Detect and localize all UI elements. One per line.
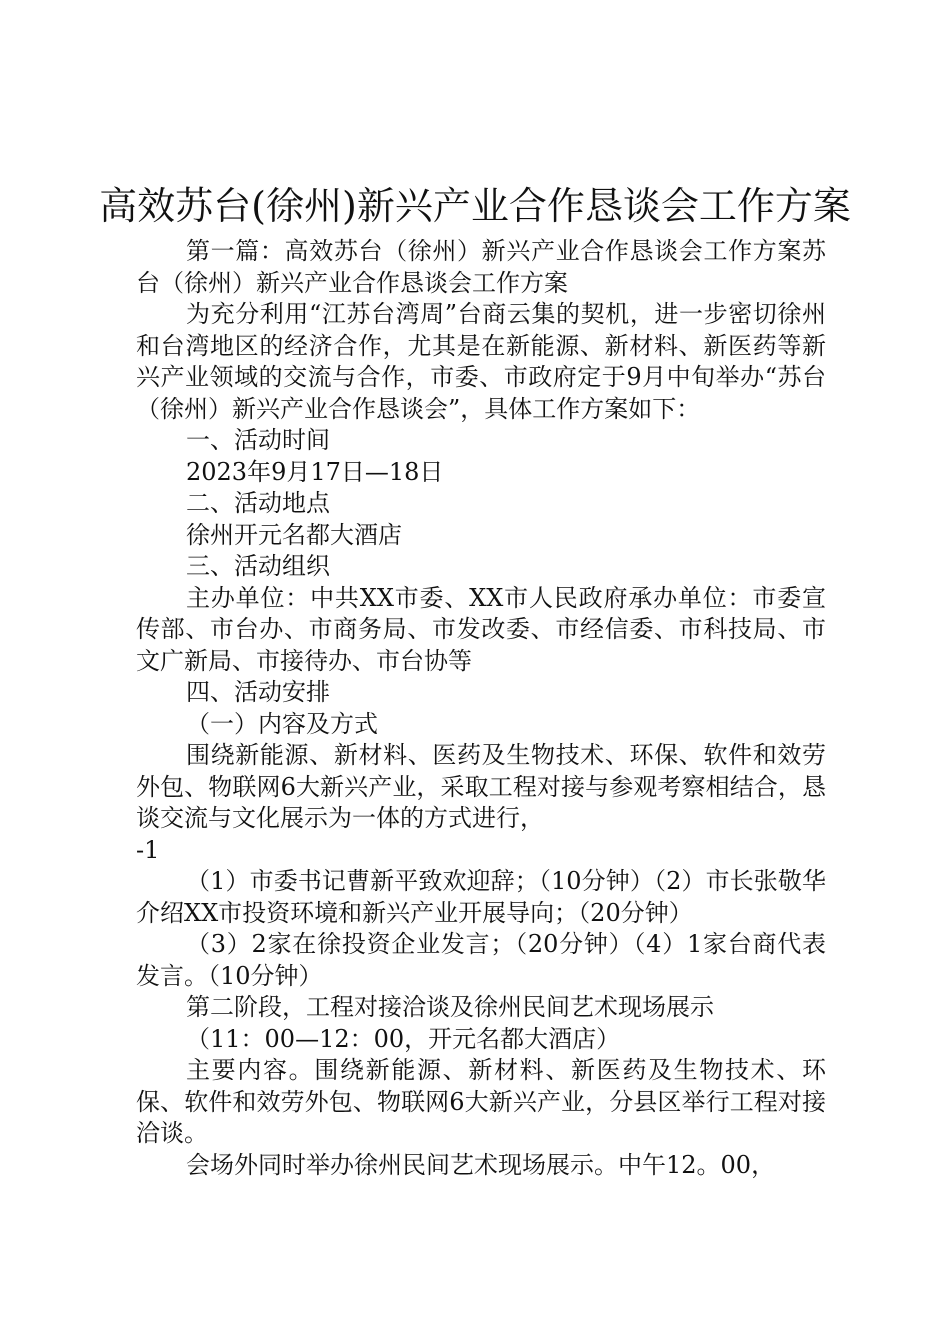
- paragraph-second-stage-time: （11：00—12：00，开元名都大酒店）: [186, 1024, 621, 1053]
- paragraph-main-content: 主要内容。围绕新能源、新材料、新医药及生物技术、环保、软件和效劳外包、物联网6大新兴产业，分县区举行工程对接洽谈。: [136, 1056, 826, 1147]
- heading-activity-arrangement: 四、活动安排: [186, 678, 330, 706]
- subheading-content-and-method: （一）内容及方式: [186, 709, 378, 738]
- document-title: 高效苏台(徐州)新兴产业合作恳谈会工作方案: [99, 184, 851, 228]
- paragraph-organizers: 主办单位：中共XX市委、XX市人民政府承办单位：市委宣传部、市台办、市商务局、市发改委、市经信委、市科技局、市文广新局、市接待办、市台协等: [136, 583, 826, 675]
- page-marker: -1: [136, 835, 160, 864]
- paragraph-folk-art-display: 会场外同时举办徐州民间艺术现场展示。中午12。00，: [186, 1150, 776, 1179]
- heading-second-stage: 第二阶段，工程对接洽谈及徐州民间艺术现场展示: [186, 993, 714, 1021]
- paragraph-activity-venue: 徐州开元名都大酒店: [186, 520, 402, 549]
- paragraph-intro: 第一篇：高效苏台（徐州）新兴产业合作恳谈会工作方案苏台（徐州）新兴产业合作恳谈会工作方案: [136, 237, 826, 297]
- heading-activity-location: 二、活动地点: [186, 489, 330, 517]
- paragraph-activity-date: 2023年9月17日—18日: [186, 457, 444, 486]
- heading-activity-time: 一、活动时间: [186, 426, 330, 454]
- paragraph-agenda-part-1: （1）市委书记曹新平致欢迎辞；（10分钟）（2）市长张敬华介绍XX市投资环境和新兴产业开展导向；（20分钟）: [136, 867, 826, 927]
- paragraph-purpose: 为充分利用“江苏台湾周”台商云集的契机，进一步密切徐州和台湾地区的经济合作，尤其是在新能源、新材料、新医药等新兴产业领域的交流与合作，市委、市政府定于9月中旬举办“苏台（徐州）新兴产业合作恳谈会”，具体工作方案如下：: [136, 300, 826, 423]
- paragraph-content-method: 围绕新能源、新材料、医药及生物技术、环保、软件和效劳外包、物联网6大新兴产业，采取工程对接与参观考察相结合，恳谈交流与文化展示为一体的方式进行，: [136, 741, 826, 832]
- paragraph-agenda-part-2: （3）2家在徐投资企业发言；（20分钟）（4）1家台商代表发言。（10分钟）: [136, 930, 826, 990]
- heading-activity-organization: 三、活动组织: [186, 552, 330, 580]
- document-body: [136, 236, 826, 1181]
